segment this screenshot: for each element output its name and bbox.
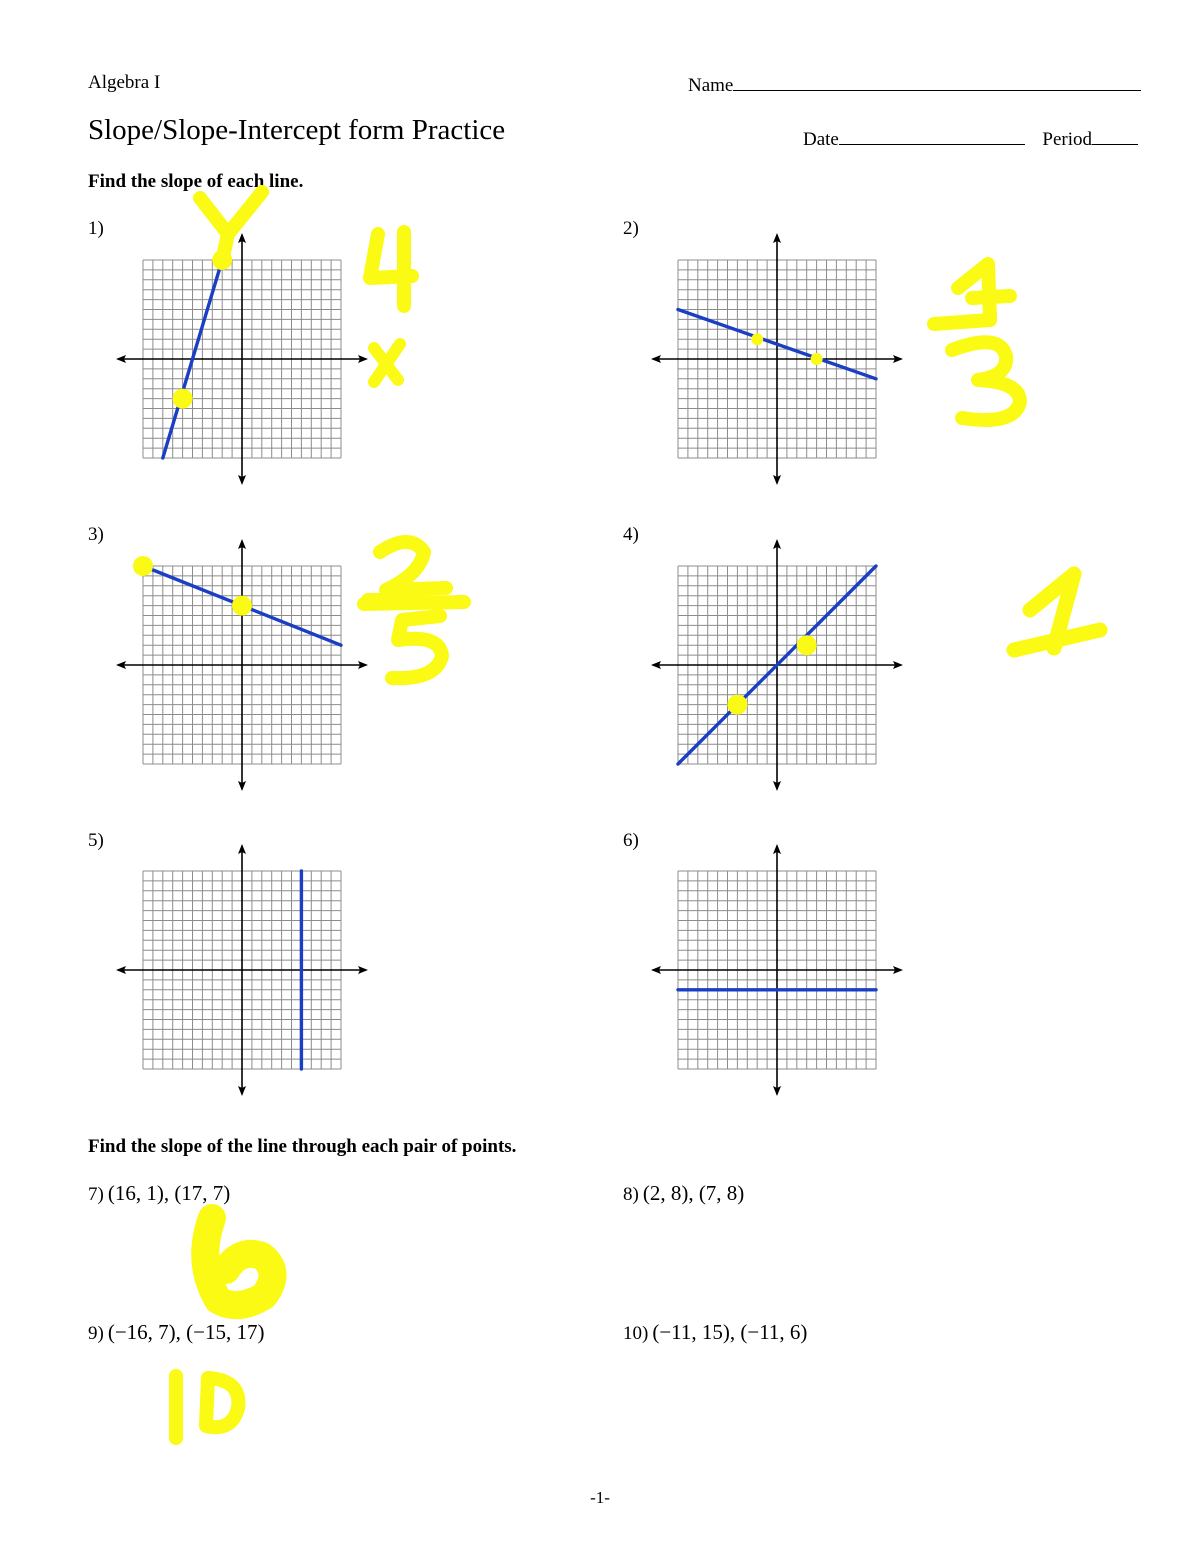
highlighted-point-1 (727, 695, 747, 715)
graph-5 (108, 836, 376, 1104)
handwritten-10 (176, 1376, 238, 1438)
problem-3-label: 3) (88, 524, 104, 545)
period-blank[interactable] (1092, 126, 1138, 145)
problem-10 (623, 1320, 807, 1345)
problem-7-points: (16, 1), (17, 7) (107, 1181, 231, 1205)
handwritten-neg-one-third (934, 264, 1026, 420)
highlighted-point-2 (811, 353, 823, 365)
handwritten-neg-two-fifths (364, 542, 464, 678)
problem-8-points: (2, 8), (7, 8) (642, 1181, 745, 1205)
problem-7 (88, 1181, 230, 1206)
problem-6-label: 6) (623, 830, 639, 851)
highlighted-point-2 (797, 635, 817, 655)
problem-10-label: 10) (623, 1323, 649, 1344)
problem-9 (88, 1320, 265, 1345)
handwritten-6 (205, 1218, 272, 1305)
period-label: Period (1042, 129, 1092, 150)
section1-instruction: Find the slope of each line. (88, 171, 304, 192)
highlighted-point-1 (173, 389, 193, 409)
name-blank[interactable] (733, 72, 1141, 91)
worksheet-title: Slope/Slope-Intercept form Practice (88, 114, 506, 146)
date-period-row (803, 126, 1138, 151)
problem-5-label: 5) (88, 830, 104, 851)
course-name: Algebra I (88, 72, 161, 93)
handwritten-4 (370, 232, 412, 306)
graph-1 (108, 225, 376, 493)
graph-3 (108, 531, 376, 799)
graph-2 (643, 225, 911, 493)
handwritten-1 (1014, 574, 1100, 650)
page-number: -1- (590, 1488, 610, 1507)
problem-10-points: (−11, 15), (−11, 6) (652, 1320, 808, 1344)
highlighted-point-2 (232, 596, 252, 616)
handwritten-x (374, 344, 400, 382)
highlighted-point-2 (212, 250, 232, 270)
date-blank[interactable] (839, 126, 1025, 145)
graph-6 (643, 836, 911, 1104)
highlighted-point-1 (751, 333, 763, 345)
name-field[interactable] (688, 72, 1141, 97)
problem-8 (623, 1181, 744, 1206)
problem-9-points: (−16, 7), (−15, 17) (107, 1320, 265, 1344)
name-label: Name (688, 75, 734, 96)
problem-1-label: 1) (88, 218, 104, 239)
problem-7-label: 7) (88, 1184, 104, 1205)
highlighted-point-1 (133, 556, 153, 576)
section2-instruction: Find the slope of the line through each pair of points. (88, 1136, 517, 1157)
problem-8-label: 8) (623, 1184, 639, 1205)
problem-9-label: 9) (88, 1323, 104, 1344)
problem-4-label: 4) (623, 524, 639, 545)
date-label: Date (803, 129, 839, 150)
graph-4 (643, 531, 911, 799)
problem-2-label: 2) (623, 218, 639, 239)
